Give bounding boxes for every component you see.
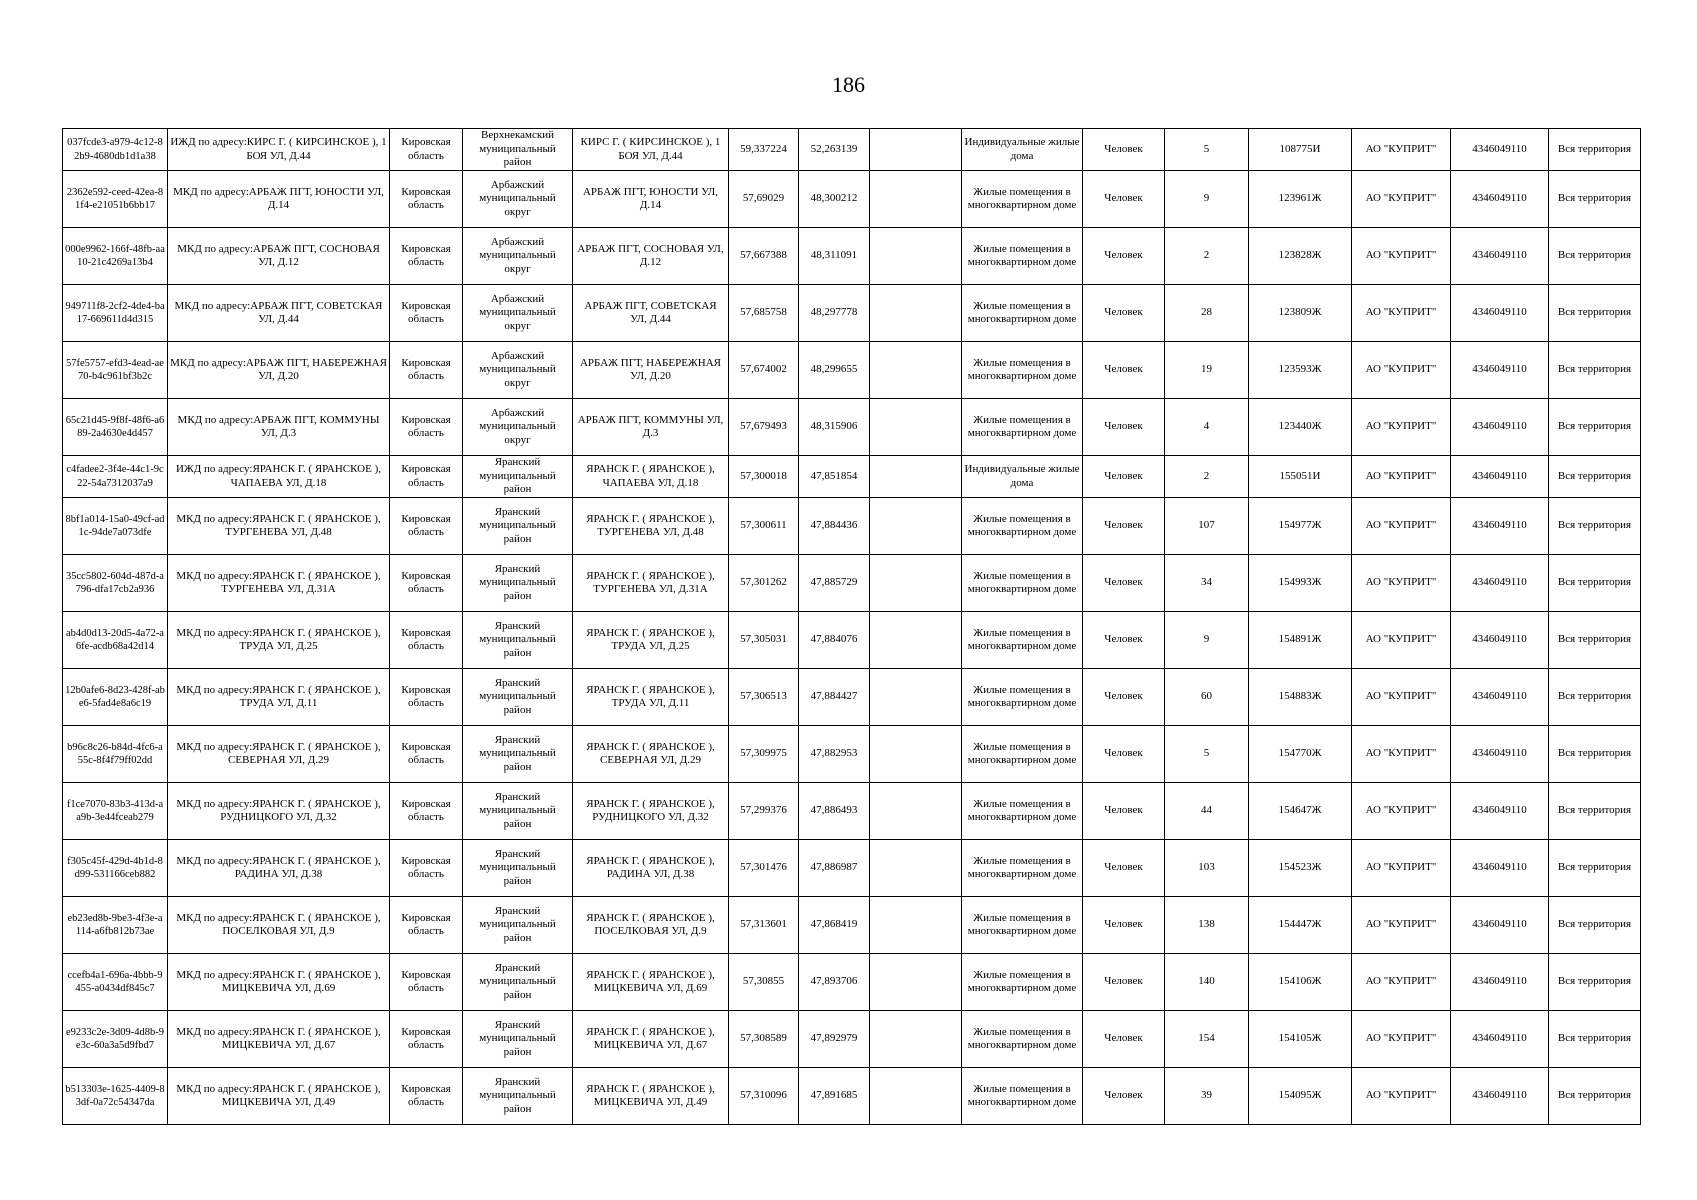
cell-inn: 4346049110 (1451, 171, 1549, 228)
cell-empty-cell (870, 498, 962, 555)
cell-latitude: 59,337224 (729, 129, 799, 171)
cell-inn: 4346049110 (1451, 897, 1549, 954)
cell-empty-cell (870, 456, 962, 498)
cell-longitude: 48,299655 (799, 342, 870, 399)
cell-region: Кировская область (390, 897, 463, 954)
cell-object-type: Жилые помещения в многоквартирном доме (962, 285, 1083, 342)
cell-longitude: 47,891685 (799, 1068, 870, 1125)
cell-region: Кировская область (390, 1068, 463, 1125)
cell-account-number: 154105Ж (1249, 1011, 1352, 1068)
cell-territory: Вся территория (1549, 1068, 1641, 1125)
cell-object-type: Жилые помещения в многоквартирном доме (962, 840, 1083, 897)
table-row (63, 1011, 1641, 1068)
cell-municipality: Яранский муниципальный район (463, 726, 573, 783)
table-row (63, 456, 1641, 498)
cell-inn: 4346049110 (1451, 285, 1549, 342)
cell-municipality: Яранский муниципальный район (463, 954, 573, 1011)
page-number: 186 (832, 72, 865, 97)
cell-inn: 4346049110 (1451, 840, 1549, 897)
cell-count: 154 (1165, 1011, 1249, 1068)
cell-longitude: 47,892979 (799, 1011, 870, 1068)
cell-longitude: 47,884436 (799, 498, 870, 555)
cell-organization: АО "КУПРИТ" (1352, 171, 1451, 228)
cell-object-type: Жилые помещения в многоквартирном доме (962, 783, 1083, 840)
cell-organization: АО "КУПРИТ" (1352, 783, 1451, 840)
cell-unit: Человек (1083, 129, 1165, 171)
cell-territory: Вся территория (1549, 783, 1641, 840)
cell-count: 60 (1165, 669, 1249, 726)
cell-record-id: b513303e-1625-4409-83df-0a72c54347da (63, 1068, 168, 1125)
cell-latitude: 57,679493 (729, 399, 799, 456)
cell-municipality: Арбажский муниципальный округ (463, 399, 573, 456)
table-row (63, 498, 1641, 555)
cell-latitude: 57,69029 (729, 171, 799, 228)
cell-account-number: 154647Ж (1249, 783, 1352, 840)
cell-address: ЯРАНСК Г. ( ЯРАНСКОЕ ), ПОСЕЛКОВАЯ УЛ, Д.9 (573, 897, 729, 954)
cell-count: 39 (1165, 1068, 1249, 1125)
cell-count: 138 (1165, 897, 1249, 954)
cell-empty-cell (870, 897, 962, 954)
cell-organization: АО "КУПРИТ" (1352, 1011, 1451, 1068)
cell-account-number: 123828Ж (1249, 228, 1352, 285)
cell-organization: АО "КУПРИТ" (1352, 228, 1451, 285)
cell-territory: Вся территория (1549, 456, 1641, 498)
table-row (63, 399, 1641, 456)
cell-record-id: 2362e592-ceed-42ea-81f4-e21051b6bb17 (63, 171, 168, 228)
cell-longitude: 48,315906 (799, 399, 870, 456)
cell-address: ЯРАНСК Г. ( ЯРАНСКОЕ ), МИЦКЕВИЧА УЛ, Д.69 (573, 954, 729, 1011)
cell-organization: АО "КУПРИТ" (1352, 555, 1451, 612)
table-row (63, 555, 1641, 612)
cell-address: ЯРАНСК Г. ( ЯРАНСКОЕ ), МИЦКЕВИЧА УЛ, Д.49 (573, 1068, 729, 1125)
cell-municipality: Яранский муниципальный район (463, 1011, 573, 1068)
cell-object-type: Жилые помещения в многоквартирном доме (962, 171, 1083, 228)
cell-record-id: ab4d0d13-20d5-4a72-a6fe-acdb68a42d14 (63, 612, 168, 669)
table-row (63, 726, 1641, 783)
cell-address: ЯРАНСК Г. ( ЯРАНСКОЕ ), ТУРГЕНЕВА УЛ, Д.31А (573, 555, 729, 612)
cell-territory: Вся территория (1549, 228, 1641, 285)
cell-inn: 4346049110 (1451, 783, 1549, 840)
cell-longitude: 47,868419 (799, 897, 870, 954)
cell-latitude: 57,308589 (729, 1011, 799, 1068)
cell-empty-cell (870, 1068, 962, 1125)
cell-unit: Человек (1083, 342, 1165, 399)
cell-municipality: Яранский муниципальный район (463, 897, 573, 954)
table-row (63, 228, 1641, 285)
cell-record-id: 037fcde3-a979-4c12-82b9-4680db1d1a38 (63, 129, 168, 171)
cell-unit: Человек (1083, 669, 1165, 726)
cell-unit: Человек (1083, 498, 1165, 555)
cell-organization: АО "КУПРИТ" (1352, 498, 1451, 555)
cell-account-number: 154447Ж (1249, 897, 1352, 954)
cell-territory: Вся территория (1549, 954, 1641, 1011)
cell-address: АРБАЖ ПГТ, НАБЕРЕЖНАЯ УЛ, Д.20 (573, 342, 729, 399)
cell-municipality: Верхнекамский муниципальный район (463, 129, 573, 171)
table-row (63, 783, 1641, 840)
cell-unit: Человек (1083, 954, 1165, 1011)
cell-longitude: 47,893706 (799, 954, 870, 1011)
cell-empty-cell (870, 783, 962, 840)
cell-record-id: e9233c2e-3d09-4d8b-9e3c-60a3a5d9fbd7 (63, 1011, 168, 1068)
cell-address: ЯРАНСК Г. ( ЯРАНСКОЕ ), ЧАПАЕВА УЛ, Д.18 (573, 456, 729, 498)
cell-longitude: 48,297778 (799, 285, 870, 342)
cell-object-name: МКД по адресу:АРБАЖ ПГТ, КОММУНЫ УЛ, Д.3 (168, 399, 390, 456)
cell-object-name: МКД по адресу:ЯРАНСК Г. ( ЯРАНСКОЕ ), ТРУДА УЛ, Д.25 (168, 612, 390, 669)
cell-object-name: ИЖД по адресу:КИРС Г. ( КИРСИНСКОЕ ), 1 БОЯ УЛ, Д.44 (168, 129, 390, 171)
cell-municipality: Яранский муниципальный район (463, 783, 573, 840)
cell-inn: 4346049110 (1451, 1011, 1549, 1068)
cell-region: Кировская область (390, 840, 463, 897)
table-row (63, 954, 1641, 1011)
cell-object-name: МКД по адресу:АРБАЖ ПГТ, ЮНОСТИ УЛ, Д.14 (168, 171, 390, 228)
cell-empty-cell (870, 285, 962, 342)
cell-object-type: Жилые помещения в многоквартирном доме (962, 612, 1083, 669)
cell-count: 140 (1165, 954, 1249, 1011)
cell-count: 44 (1165, 783, 1249, 840)
cell-inn: 4346049110 (1451, 228, 1549, 285)
cell-object-name: МКД по адресу:ЯРАНСК Г. ( ЯРАНСКОЕ ), ПОСЕЛКОВАЯ УЛ, Д.9 (168, 897, 390, 954)
cell-record-id: c4fadee2-3f4e-44c1-9c22-54a7312037a9 (63, 456, 168, 498)
cell-territory: Вся территория (1549, 1011, 1641, 1068)
cell-object-name: ИЖД по адресу:ЯРАНСК Г. ( ЯРАНСКОЕ ), ЧАПАЕВА УЛ, Д.18 (168, 456, 390, 498)
cell-empty-cell (870, 840, 962, 897)
cell-address: ЯРАНСК Г. ( ЯРАНСКОЕ ), РУДНИЦКОГО УЛ, Д.32 (573, 783, 729, 840)
cell-account-number: 154106Ж (1249, 954, 1352, 1011)
cell-unit: Человек (1083, 456, 1165, 498)
cell-count: 34 (1165, 555, 1249, 612)
cell-inn: 4346049110 (1451, 555, 1549, 612)
cell-account-number: 154523Ж (1249, 840, 1352, 897)
cell-inn: 4346049110 (1451, 612, 1549, 669)
cell-object-name: МКД по адресу:ЯРАНСК Г. ( ЯРАНСКОЕ ), РУДНИЦКОГО УЛ, Д.32 (168, 783, 390, 840)
cell-organization: АО "КУПРИТ" (1352, 726, 1451, 783)
cell-organization: АО "КУПРИТ" (1352, 840, 1451, 897)
cell-territory: Вся территория (1549, 555, 1641, 612)
cell-region: Кировская область (390, 228, 463, 285)
cell-account-number: 154891Ж (1249, 612, 1352, 669)
cell-object-type: Жилые помещения в многоквартирном доме (962, 954, 1083, 1011)
table-row (63, 342, 1641, 399)
cell-inn: 4346049110 (1451, 669, 1549, 726)
cell-address: ЯРАНСК Г. ( ЯРАНСКОЕ ), МИЦКЕВИЧА УЛ, Д.67 (573, 1011, 729, 1068)
cell-region: Кировская область (390, 285, 463, 342)
cell-object-name: МКД по адресу:АРБАЖ ПГТ, СОСНОВАЯ УЛ, Д.12 (168, 228, 390, 285)
cell-region: Кировская область (390, 555, 463, 612)
cell-address: АРБАЖ ПГТ, СОВЕТСКАЯ УЛ, Д.44 (573, 285, 729, 342)
cell-count: 9 (1165, 171, 1249, 228)
cell-region: Кировская область (390, 669, 463, 726)
cell-empty-cell (870, 726, 962, 783)
cell-territory: Вся территория (1549, 498, 1641, 555)
cell-empty-cell (870, 555, 962, 612)
cell-latitude: 57,674002 (729, 342, 799, 399)
cell-unit: Человек (1083, 555, 1165, 612)
cell-object-name: МКД по адресу:ЯРАНСК Г. ( ЯРАНСКОЕ ), ТРУДА УЛ, Д.11 (168, 669, 390, 726)
cell-address: КИРС Г. ( КИРСИНСКОЕ ), 1 БОЯ УЛ, Д.44 (573, 129, 729, 171)
cell-territory: Вся территория (1549, 726, 1641, 783)
cell-address: АРБАЖ ПГТ, КОММУНЫ УЛ, Д.3 (573, 399, 729, 456)
cell-unit: Человек (1083, 783, 1165, 840)
cell-latitude: 57,685758 (729, 285, 799, 342)
cell-longitude: 47,886987 (799, 840, 870, 897)
cell-empty-cell (870, 399, 962, 456)
cell-count: 28 (1165, 285, 1249, 342)
cell-longitude: 48,311091 (799, 228, 870, 285)
cell-object-type: Жилые помещения в многоквартирном доме (962, 555, 1083, 612)
cell-record-id: 57fe5757-efd3-4ead-ae70-b4c961bf3b2c (63, 342, 168, 399)
cell-unit: Человек (1083, 840, 1165, 897)
cell-account-number: 154977Ж (1249, 498, 1352, 555)
cell-object-name: МКД по адресу:АРБАЖ ПГТ, НАБЕРЕЖНАЯ УЛ, Д.20 (168, 342, 390, 399)
cell-region: Кировская область (390, 1011, 463, 1068)
cell-organization: АО "КУПРИТ" (1352, 342, 1451, 399)
cell-longitude: 52,263139 (799, 129, 870, 171)
registry-table (62, 128, 1641, 1125)
cell-longitude: 47,851854 (799, 456, 870, 498)
cell-territory: Вся территория (1549, 285, 1641, 342)
cell-empty-cell (870, 954, 962, 1011)
cell-account-number: 154770Ж (1249, 726, 1352, 783)
cell-record-id: f1ce7070-83b3-413d-aa9b-3e44fceab279 (63, 783, 168, 840)
cell-latitude: 57,309975 (729, 726, 799, 783)
cell-record-id: 65c21d45-9f8f-48f6-a689-2a4630e4d457 (63, 399, 168, 456)
cell-region: Кировская область (390, 498, 463, 555)
cell-unit: Человек (1083, 1068, 1165, 1125)
cell-account-number: 123440Ж (1249, 399, 1352, 456)
cell-municipality: Яранский муниципальный район (463, 555, 573, 612)
cell-count: 9 (1165, 612, 1249, 669)
cell-region: Кировская область (390, 612, 463, 669)
cell-count: 5 (1165, 129, 1249, 171)
cell-territory: Вся территория (1549, 840, 1641, 897)
cell-address: АРБАЖ ПГТ, СОСНОВАЯ УЛ, Д.12 (573, 228, 729, 285)
cell-latitude: 57,313601 (729, 897, 799, 954)
cell-municipality: Арбажский муниципальный округ (463, 171, 573, 228)
table-row (63, 897, 1641, 954)
table-row (63, 669, 1641, 726)
cell-longitude: 47,882953 (799, 726, 870, 783)
cell-organization: АО "КУПРИТ" (1352, 897, 1451, 954)
cell-latitude: 57,301262 (729, 555, 799, 612)
cell-region: Кировская область (390, 399, 463, 456)
cell-organization: АО "КУПРИТ" (1352, 612, 1451, 669)
cell-municipality: Арбажский муниципальный округ (463, 342, 573, 399)
cell-inn: 4346049110 (1451, 954, 1549, 1011)
cell-organization: АО "КУПРИТ" (1352, 285, 1451, 342)
cell-empty-cell (870, 342, 962, 399)
cell-municipality: Яранский муниципальный район (463, 669, 573, 726)
cell-municipality: Яранский муниципальный район (463, 612, 573, 669)
cell-record-id: 35cc5802-604d-487d-a796-dfa17cb2a936 (63, 555, 168, 612)
cell-object-type: Жилые помещения в многоквартирном доме (962, 726, 1083, 783)
cell-inn: 4346049110 (1451, 498, 1549, 555)
cell-inn: 4346049110 (1451, 399, 1549, 456)
cell-count: 5 (1165, 726, 1249, 783)
cell-municipality: Арбажский муниципальный округ (463, 228, 573, 285)
cell-organization: АО "КУПРИТ" (1352, 954, 1451, 1011)
cell-record-id: 949711f8-2cf2-4de4-ba17-669611d4d315 (63, 285, 168, 342)
cell-record-id: b96c8c26-b84d-4fc6-a55c-8f4f79ff02dd (63, 726, 168, 783)
cell-region: Кировская область (390, 954, 463, 1011)
cell-organization: АО "КУПРИТ" (1352, 456, 1451, 498)
cell-count: 4 (1165, 399, 1249, 456)
table-row (63, 840, 1641, 897)
cell-address: ЯРАНСК Г. ( ЯРАНСКОЕ ), ТРУДА УЛ, Д.11 (573, 669, 729, 726)
cell-region: Кировская область (390, 171, 463, 228)
cell-municipality: Арбажский муниципальный округ (463, 285, 573, 342)
cell-account-number: 123593Ж (1249, 342, 1352, 399)
cell-empty-cell (870, 612, 962, 669)
cell-object-name: МКД по адресу:ЯРАНСК Г. ( ЯРАНСКОЕ ), ТУРГЕНЕВА УЛ, Д.31А (168, 555, 390, 612)
cell-unit: Человек (1083, 171, 1165, 228)
cell-object-name: МКД по адресу:АРБАЖ ПГТ, СОВЕТСКАЯ УЛ, Д.44 (168, 285, 390, 342)
cell-object-name: МКД по адресу:ЯРАНСК Г. ( ЯРАНСКОЕ ), МИЦКЕВИЧА УЛ, Д.69 (168, 954, 390, 1011)
cell-latitude: 57,299376 (729, 783, 799, 840)
cell-account-number: 154883Ж (1249, 669, 1352, 726)
cell-municipality: Яранский муниципальный район (463, 840, 573, 897)
cell-organization: АО "КУПРИТ" (1352, 669, 1451, 726)
cell-empty-cell (870, 171, 962, 228)
cell-object-type: Жилые помещения в многоквартирном доме (962, 669, 1083, 726)
cell-unit: Человек (1083, 228, 1165, 285)
table-row (63, 612, 1641, 669)
cell-unit: Человек (1083, 285, 1165, 342)
cell-account-number: 154095Ж (1249, 1068, 1352, 1125)
cell-object-name: МКД по адресу:ЯРАНСК Г. ( ЯРАНСКОЕ ), СЕВЕРНАЯ УЛ, Д.29 (168, 726, 390, 783)
cell-territory: Вся территория (1549, 342, 1641, 399)
cell-count: 2 (1165, 456, 1249, 498)
cell-empty-cell (870, 1011, 962, 1068)
cell-inn: 4346049110 (1451, 456, 1549, 498)
cell-address: АРБАЖ ПГТ, ЮНОСТИ УЛ, Д.14 (573, 171, 729, 228)
cell-object-type: Жилые помещения в многоквартирном доме (962, 498, 1083, 555)
table-row (63, 129, 1641, 171)
cell-organization: АО "КУПРИТ" (1352, 129, 1451, 171)
cell-longitude: 47,884076 (799, 612, 870, 669)
cell-account-number: 123809Ж (1249, 285, 1352, 342)
cell-count: 103 (1165, 840, 1249, 897)
cell-longitude: 48,300212 (799, 171, 870, 228)
cell-unit: Человек (1083, 612, 1165, 669)
cell-object-type: Жилые помещения в многоквартирном доме (962, 897, 1083, 954)
cell-object-type: Жилые помещения в многоквартирном доме (962, 228, 1083, 285)
cell-empty-cell (870, 669, 962, 726)
cell-object-type: Жилые помещения в многоквартирном доме (962, 399, 1083, 456)
cell-object-name: МКД по адресу:ЯРАНСК Г. ( ЯРАНСКОЕ ), МИЦКЕВИЧА УЛ, Д.49 (168, 1068, 390, 1125)
cell-unit: Человек (1083, 897, 1165, 954)
cell-territory: Вся территория (1549, 669, 1641, 726)
cell-latitude: 57,667388 (729, 228, 799, 285)
cell-region: Кировская область (390, 129, 463, 171)
cell-unit: Человек (1083, 399, 1165, 456)
cell-longitude: 47,886493 (799, 783, 870, 840)
cell-region: Кировская область (390, 783, 463, 840)
cell-inn: 4346049110 (1451, 342, 1549, 399)
cell-region: Кировская область (390, 342, 463, 399)
cell-empty-cell (870, 129, 962, 171)
cell-latitude: 57,300611 (729, 498, 799, 555)
cell-latitude: 57,306513 (729, 669, 799, 726)
cell-object-type: Жилые помещения в многоквартирном доме (962, 342, 1083, 399)
cell-account-number: 155051И (1249, 456, 1352, 498)
cell-object-type: Жилые помещения в многоквартирном доме (962, 1068, 1083, 1125)
cell-account-number: 154993Ж (1249, 555, 1352, 612)
cell-empty-cell (870, 228, 962, 285)
cell-address: ЯРАНСК Г. ( ЯРАНСКОЕ ), СЕВЕРНАЯ УЛ, Д.29 (573, 726, 729, 783)
cell-record-id: ccefb4a1-696a-4bbb-9455-a0434df845c7 (63, 954, 168, 1011)
cell-count: 19 (1165, 342, 1249, 399)
cell-municipality: Яранский муниципальный район (463, 1068, 573, 1125)
cell-object-type: Жилые помещения в многоквартирном доме (962, 1011, 1083, 1068)
cell-count: 2 (1165, 228, 1249, 285)
cell-territory: Вся территория (1549, 129, 1641, 171)
cell-territory: Вся территория (1549, 399, 1641, 456)
cell-municipality: Яранский муниципальный район (463, 456, 573, 498)
cell-count: 107 (1165, 498, 1249, 555)
cell-unit: Человек (1083, 1011, 1165, 1068)
cell-account-number: 123961Ж (1249, 171, 1352, 228)
cell-territory: Вся территория (1549, 897, 1641, 954)
cell-object-name: МКД по адресу:ЯРАНСК Г. ( ЯРАНСКОЕ ), ТУРГЕНЕВА УЛ, Д.48 (168, 498, 390, 555)
cell-record-id: eb23ed8b-9be3-4f3e-a114-a6fb812b73ae (63, 897, 168, 954)
cell-object-type: Индивидуальные жилые дома (962, 129, 1083, 171)
cell-inn: 4346049110 (1451, 726, 1549, 783)
table-row (63, 1068, 1641, 1125)
cell-record-id: f305c45f-429d-4b1d-8d99-531166ceb882 (63, 840, 168, 897)
cell-municipality: Яранский муниципальный район (463, 498, 573, 555)
cell-latitude: 57,301476 (729, 840, 799, 897)
cell-unit: Человек (1083, 726, 1165, 783)
cell-latitude: 57,300018 (729, 456, 799, 498)
cell-latitude: 57,305031 (729, 612, 799, 669)
cell-organization: АО "КУПРИТ" (1352, 399, 1451, 456)
cell-address: ЯРАНСК Г. ( ЯРАНСКОЕ ), РАДИНА УЛ, Д.38 (573, 840, 729, 897)
table-row (63, 171, 1641, 228)
cell-organization: АО "КУПРИТ" (1352, 1068, 1451, 1125)
cell-longitude: 47,884427 (799, 669, 870, 726)
cell-address: ЯРАНСК Г. ( ЯРАНСКОЕ ), ТУРГЕНЕВА УЛ, Д.48 (573, 498, 729, 555)
cell-account-number: 108775И (1249, 129, 1352, 171)
cell-territory: Вся территория (1549, 171, 1641, 228)
table-row (63, 285, 1641, 342)
cell-latitude: 57,30855 (729, 954, 799, 1011)
cell-record-id: 8bf1a014-15a0-49cf-ad1c-94de7a073dfe (63, 498, 168, 555)
cell-address: ЯРАНСК Г. ( ЯРАНСКОЕ ), ТРУДА УЛ, Д.25 (573, 612, 729, 669)
cell-record-id: 000e9962-166f-48fb-aa10-21c4269a13b4 (63, 228, 168, 285)
cell-record-id: 12b0afe6-8d23-428f-abe6-5fad4e8a6c19 (63, 669, 168, 726)
cell-object-name: МКД по адресу:ЯРАНСК Г. ( ЯРАНСКОЕ ), РАДИНА УЛ, Д.38 (168, 840, 390, 897)
cell-region: Кировская область (390, 456, 463, 498)
cell-inn: 4346049110 (1451, 129, 1549, 171)
cell-inn: 4346049110 (1451, 1068, 1549, 1125)
cell-territory: Вся территория (1549, 612, 1641, 669)
cell-object-name: МКД по адресу:ЯРАНСК Г. ( ЯРАНСКОЕ ), МИЦКЕВИЧА УЛ, Д.67 (168, 1011, 390, 1068)
cell-longitude: 47,885729 (799, 555, 870, 612)
cell-object-type: Индивидуальные жилые дома (962, 456, 1083, 498)
cell-latitude: 57,310096 (729, 1068, 799, 1125)
cell-region: Кировская область (390, 726, 463, 783)
